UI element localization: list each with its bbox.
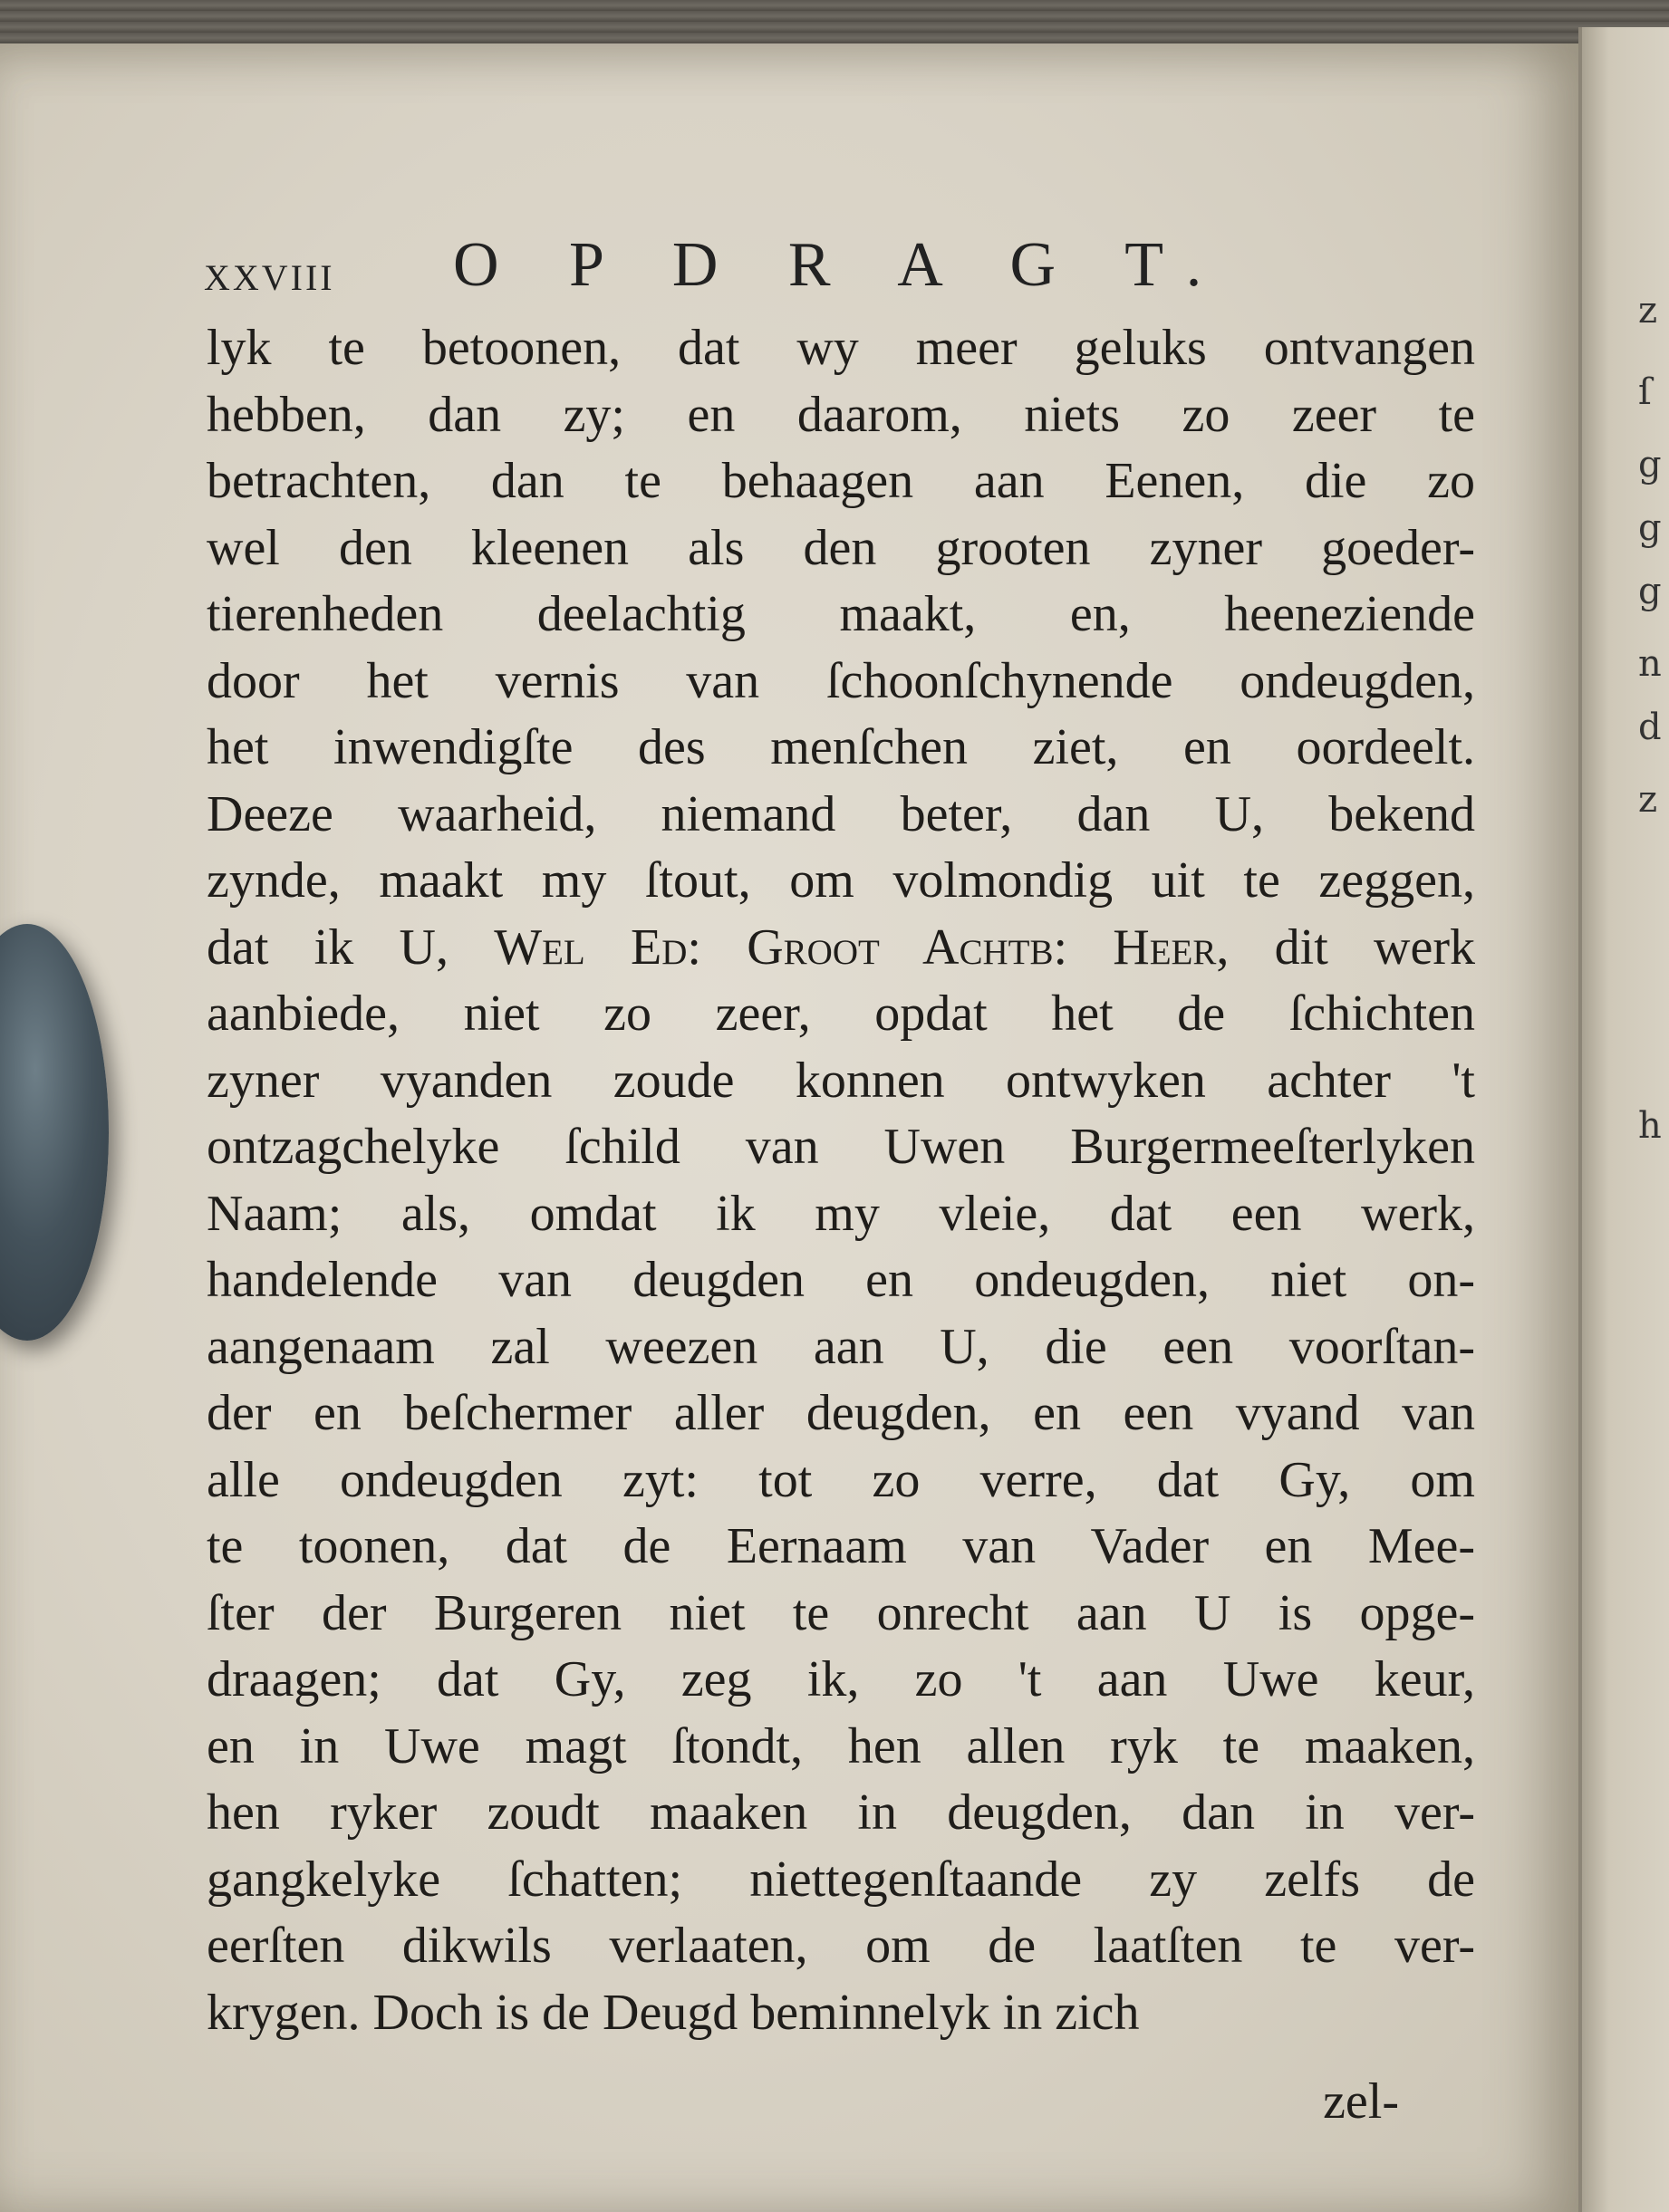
facing-page-fragment: z <box>1638 290 1658 332</box>
facing-page-fragment: g <box>1638 571 1662 612</box>
facing-page-fragment: h <box>1638 1105 1662 1147</box>
facing-page-fragment: n <box>1638 643 1662 685</box>
text-line: alle ondeugden zyt: tot zo verre, dat Gy, om <box>207 1451 1475 1508</box>
text-line: handelende van deugden en ondeugden, niet on- <box>207 1252 1475 1308</box>
text-line: Naam; als, omdat ik my vleie, dat een werk, <box>207 1185 1475 1242</box>
text-line: hebben, dan zy; en daarom, niets zo zeer te <box>207 386 1475 443</box>
text-line: eerſten dikwils verlaaten, om de laatſten te ver- <box>207 1918 1475 1974</box>
page-number: XXVIII <box>204 257 335 298</box>
text-line: tierenheden deelachtig maakt, en, heeneziende <box>207 586 1475 642</box>
text-line: gangkelyke ſchatten; niettegenſtaande zy zelfs de <box>207 1851 1475 1908</box>
text-line: te toonen, dat de Eernaam van Vader en Mee- <box>207 1518 1475 1574</box>
dedicatee-title: Wel Ed: Groot Achtb: Heer <box>494 918 1217 976</box>
text-line-dedicatee: dat ik U, Wel Ed: Groot Achtb: Heer, dit werk <box>207 918 1475 976</box>
body-text <box>207 315 1475 2046</box>
text-line: zyner vyanden zoude konnen ontwyken achter 't <box>207 1052 1475 1109</box>
text-line: betrachten, dan te behaagen aan Eenen, die zo <box>207 453 1475 509</box>
catchword: zel- <box>1323 2073 1399 2130</box>
text-line: draagen; dat Gy, zeg ik, zo 't aan Uwe keur, <box>207 1651 1475 1707</box>
text-line: krygen. Doch is de Deugd beminnelyk in zich <box>207 1984 1140 2041</box>
text-line: der en beſchermer aller deugden, en een vyand van <box>207 1385 1475 1441</box>
facing-page-fragment: d <box>1638 707 1662 748</box>
text-line: lyk te betoonen, dat wy meer geluks ontvangen <box>207 320 1475 376</box>
text-line: het inwendigſte des menſchen ziet, en oordeelt. <box>207 719 1475 775</box>
facing-page-fragment: z <box>1638 779 1658 821</box>
text-line: wel den kleenen als den grooten zyner goeder- <box>207 519 1475 576</box>
facing-page-fragment: ſ <box>1638 371 1652 413</box>
text-line: en in Uwe magt ſtondt, hen allen ryk te maaken, <box>207 1717 1475 1774</box>
facing-page-fragment: g <box>1638 507 1662 549</box>
text-line: hen ryker zoudt maaken in deugden, dan in ver- <box>207 1784 1475 1841</box>
running-head <box>204 229 1291 311</box>
text-line: zynde, maakt my ſtout, om volmondig uit te zeggen, <box>207 852 1475 909</box>
text-line: Deeze waarheid, niemand beter, dan U, bekend <box>207 785 1475 842</box>
facing-page-edge <box>1578 27 1669 2212</box>
facing-page-fragment: g <box>1638 444 1662 486</box>
text-line: ontzagchelyke ſchild van Uwen Burgermeeſterlyken <box>207 1119 1475 1175</box>
book-page <box>0 43 1578 2212</box>
page-heading: O P D R A G T. <box>453 230 1230 300</box>
text-line: aangenaam zal weezen aan U, die een voorſtan- <box>207 1318 1475 1375</box>
text-line: aanbiede, niet zo zeer, opdat het de ſchichten <box>207 986 1475 1042</box>
text-line: door het vernis van ſchoonſchynende ondeugden, <box>207 652 1475 709</box>
text-line: ſter der Burgeren niet te onrecht aan U is opge- <box>207 1584 1475 1641</box>
